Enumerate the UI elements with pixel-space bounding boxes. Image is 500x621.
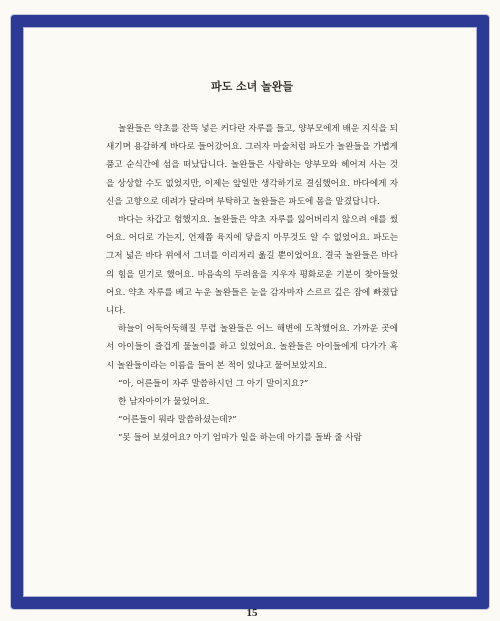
paragraph-3: 하늘이 어둑어둑해질 무렵 놀완들은 어느 해변에 도착했어요. 가까운 곳에서 아이들이 즐겁게 물놀이를 하고 있었어요. 놀완들은 아이들에게 다가가 혹시 놀완들이라는 이름을 들어 본 적이 있냐고 물어보았지요. (106, 324, 398, 371)
page-number: 15 (246, 607, 258, 619)
dialogue-line-1: “아, 어른들이 자주 말씀하시던 그 아기 말이지요?” (118, 378, 309, 389)
paragraph-1: 놀완들은 약초를 잔뜩 넣은 커다란 자루를 들고, 양부모에게 배운 지식을 되새기며 용감하게 바다로 들어갔어요. 그러자 마술처럼 파도가 놀완들을 가볍게 품고 순식간에 섬을 떠났답니다. 놀완들은 사랑하는 양부모와 헤어져 사는 것을 상상할 수도 없었지만, 이제는 앞일만 생각하기로 결심했어요. 바다에게 자신을 고향으로 데려가 달라며 부탁하고 놀완들은 파도에 몸을 맡겼답니다. (106, 124, 398, 207)
page-title: 파도 소녀 놀완들 (210, 80, 294, 93)
dialogue-line-4: “못 들어 보셨어요? 아기 엄마가 일을 하는데 아기를 돌봐 줄 사람 (118, 433, 362, 444)
paragraph-2: 바다는 차갑고 험했지요. 놀완들은 약초 자루를 잃어버리지 않으려 애를 썼어요. 어디로 가는지, 언제쯤 육지에 닿을지 아무것도 알 수 없었어요. 파도는 그저 넓은 바다 위에서 그녀를 이리저리 옮길 뿐이었어요. 결국 놀완들은 바다의 힘을 믿기로 했어요. 마음속의 두려움을 지우자 평화로운 기분이 찾아들었어요. 약초 자루를 베고 누운 놀완들은 눈을 감자마자 스르르 깊은 잠에 빠졌답니다. (106, 215, 398, 317)
dialogue-line-3: “어른들이 뭐라 말씀하셨는데?” (118, 415, 237, 426)
book-page (106, 80, 398, 619)
dialogue-line-2: 한 남자아이가 물었어요. (118, 397, 210, 408)
